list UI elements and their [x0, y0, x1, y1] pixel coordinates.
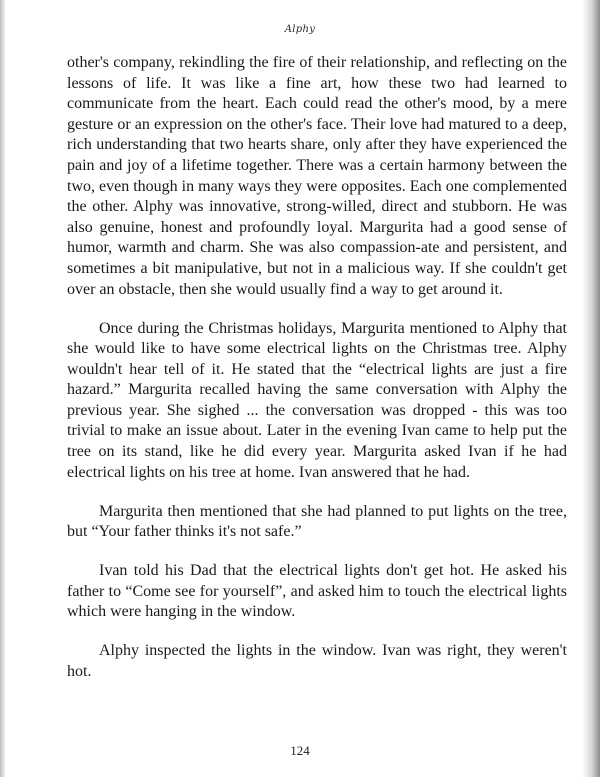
page-number: 124: [290, 743, 310, 758]
paragraph-2: Once during the Christmas holidays, Margurita mentioned to Alphy that she would like to have some electrical lights on the Christmas tree. Alphy wouldn't hear tell of it. He stated that the “electrical lights are just a fire hazard.” Margurita recalled having the same conversation with Alphy the previous year. She sighed ... the conversation was dropped - this was too trivial to make an issue about. Later in the evening Ivan came to help put the tree on its stand, like he did every year. Margurita asked Ivan if he had electrical lights on his tree at home. Ivan answered that he had.: [67, 319, 567, 481]
page-edge-left: [0, 0, 5, 777]
paragraph-4: Ivan told his Dad that the electrical lights don't get hot. He asked his father to “Come see for yourself”, and asked him to touch the electrical lights which were hanging in the window.: [67, 562, 567, 621]
body-text: [67, 53, 567, 701]
page-edge-right: [582, 0, 600, 777]
running-head: Alphy: [284, 24, 316, 35]
paragraph-5: Alphy inspected the lights in the window. Ivan was right, they weren't hot.: [67, 642, 567, 680]
paragraph-3: Margurita then mentioned that she had planned to put lights on the tree, but “Your father thinks it's not safe.”: [67, 502, 567, 541]
paragraph-1: other's company, rekindling the fire of their relationship, and reflecting on the lessons of life. It was like a fine art, how these two had learned to communicate from the heart. Each could read the other's mood, by a mere gesture or an expression on the other's face. Their love had matured to a deep, rich understanding that two hearts share, only after they have experienced the pain and joy of a lifetime together. There was a certain harmony between the two, even though in many ways they were opposites. Each one complemented the other. Alphy was innovative, strong-willed, direct and stubborn. He was also genuine, honest and profoundly loyal. Margurita had a good sense of humor, warmth and charm. She was also compassion-ate and persistent, and sometimes a bit manipulative, but not in a malicious way. If she couldn't get over an obstacle, then she would usually find a way to get around it.: [67, 54, 567, 298]
